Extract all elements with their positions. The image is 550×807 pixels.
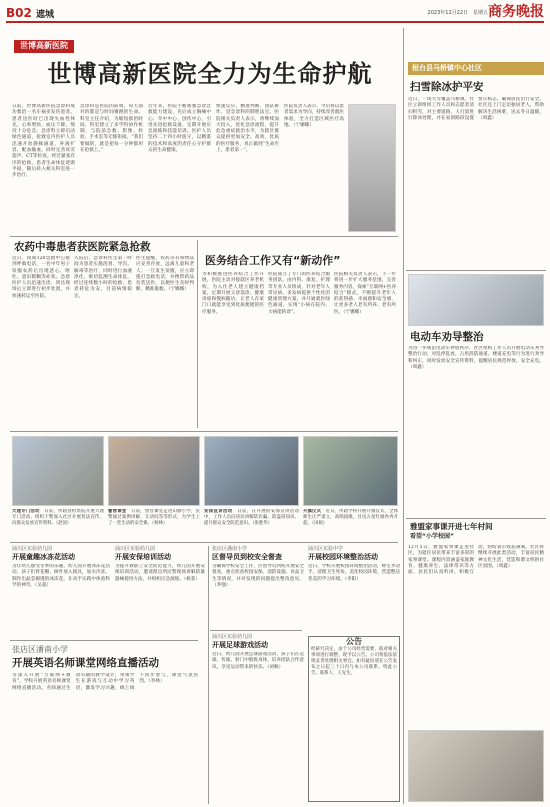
right-tag: 桓台县马桥镇中心社区 [408,62,544,75]
story3-col-3: 医院相关负责人表示，下一步将进一步扩大服务范围，完善服务内容，探索“互联网+医养结合”模式，不断提升老年人的获得感、幸福感和安全感，让更多老人老有所养、老有所医。（宁娜娜） [334,272,396,315]
brief-2: 涌川区实验幼儿园 开展安保培训活动 为提升教职工安全防范能力，幼儿园开展安保培训活动，邀请派出所民警现场讲解防暴器械使用方法，并组织应急演练。（杨菲） [115,546,205,582]
right-s3-text: 12月5日，雅盟家事课走进社区，为辖区居民带来丰富多彩的家事课堂。课程内容涵盖家庭教育、健康养生、法律常识等方面，居民们认真听讲、积极互动，纷纷表示收获满满。社区将继续开展此类活动，丰富居民精神文化生活，营造和谐文明的社区氛围。（周鑫） [408,545,544,576]
story2-col-2: 入院后，急诊科医生第一时间为患者实施洗胃、导泻、解毒等治疗，同时进行血液净化，密切监测生命体征。经过连续数小时的抢救，患者转危为安，目前病情稳定。 [74,256,132,299]
right-photo-1 [408,274,544,326]
notice-box: 公告 经研究决定，由于公司经营需要，拟对相关事项进行调整，现予以公告。公司将依法依规妥善处理相关事宜，如有疑问请在公告发布之日起三十日内与本公司联系。特此公告。联系人：王先生。 [308,636,400,802]
divider [406,270,546,271]
photo-4 [303,436,398,506]
divider [10,236,398,237]
divider [208,546,209,804]
lead-col-3: 近年来，医院不断加强急诊急救能力建设，先后成立胸痛中心、卒中中心、创伤中心，引进先进抢救设备，定期开展应急演练和技能培训。医护人员坚持二十四小时值守，以精湛的技术和高度的责任心守护群众的生命健康。 [148,104,211,154]
story2-col-1: 近日，夜间120急救中心接到呼救电话，一名中年男子误服农药后出现恶心、呕吐、意识模糊等症状。急诊医护人员迅速出诊，到达现场后立即进行初步处置，并快速转运至医院。 [12,256,70,299]
story3-col-1: 为积极推进医养结合工作开展，医院主动对接辖区养老机构，为入住老人建立健康档案，定期开展义诊巡诊、健康讲座和慢病随访，让老人在家门口就能享受到优质便捷的医疗服务。 [202,272,264,315]
caption-3: 安保宣讲活动 日前，在开展的安保宣讲活动中，工作人员向居民讲解防诈骗、防盗窃知识，提升群众安全防范意识。（张胜华） [204,509,299,526]
section-name: 遮城 [36,10,55,20]
page-header [6,3,544,23]
lead-col-5: 医院负责人表示，今后将以患者需求为导向，持续改善就医体验，全力打造区域医疗高地。（宁娜娜） [284,104,344,128]
lead-col-2: 急诊科是医院的前哨，每天面对的都是与时间赛跑的生命。科室主任介绍，为缩短救治时间，科室建立了多学科协作机制，与院前急救、影像、检验、手术室等无缝衔接。“我们要做的，就是把每一分钟都用在抢救上。” [80,104,143,154]
story3-col-2: 医院成立了专门的医养结合服务团队，由内科、康复、护理等专业人员组成，针对老年人常见病、多发病提供个性化的健康管理方案，并开通就医绿色通道，实现“小病在院内、大病能转诊”。 [268,272,330,315]
brief-4: 张店区潘南小学 区督导员到校安全督查 为确保学校安全工作，区督导员到校开展安全督查，重点检查校园安保、消防设施、食品卫生等情况，并对发现的问题提出整改意见。（李强） [212,546,304,589]
divider [406,518,546,519]
page-number: B02 遮城 [6,6,55,20]
right-s3-headline: 雅盟家事课开进七年村间 [410,522,493,531]
right-s2-headline: 电动车劝导整治 [410,331,484,343]
divider [197,240,198,428]
photo-2 [108,436,200,506]
right-photo-2 [408,730,544,802]
divider [10,431,398,432]
lead-col-4: 快速反应、精准判断、团队协作，是急诊科的制胜法宝。医院相关负责人表示，将继续加大投入，优化急诊流程，提升危急重症救治水平，为辖区群众提供更加安全、高效、优质的医疗服务，真正做到“生命至上，患者第一”。 [216,104,279,154]
photo-3 [204,436,299,506]
story2-col-3: 医生提醒，农药等有毒物品应妥善存放，远离儿童和老人；一旦发生误服，应立即拨打急救电话，并携带药品包装送医，以便医生及时判断、精准施救。（宁娜娜） [136,256,194,293]
right-s1-headline: 扫雪除冰护平安 [410,81,484,93]
brief-6: 涌川区实验中学 开展校园环境整治活动 近日，学校开展校园环境整治活动，师生齐动手，清理卫生死角，美化校园环境，营造整洁优美的学习环境。（李阳） [308,546,400,582]
lead-tag: 世博高新医院 [14,40,74,53]
story3-headline: 医务结合工作又有“新动作” [205,254,341,267]
divider [403,28,404,804]
lead-headline: 世博高新医院全力为生命护航 [47,60,373,88]
right-s2-text: 为进一步规范电动车停放秩序，社区组织工作人员开展电动车劝导整治行动，对乱停乱放、占用消防通道、楼道充电等行为进行劝导和纠正，同时发放安全宣传资料，提醒居民规范停放、安全充电。（周鑫） [408,346,544,370]
caption-1: 大理专门活动 日前，所辖县检察院开展大理专门活动，组织干警深入社区开展普法宣传，向群众发放宣传资料。（赵国） [12,509,104,526]
caption-4: 升旗仪式 近日，所辖学校开展升旗仪式，全体师生庄严肃立，高唱国歌，目送五星红旗冉冉升起。（田娟） [303,509,398,526]
divider [10,640,198,641]
divider [210,630,302,631]
newspaper-logo: 商务晚报 [488,4,544,20]
lead-col-1: 日前，世博高新医院急诊科成功救治一名车祸多发伤患者。患者送医时已出现失血性休克，心率增快、血压下降，情况十分危急。急诊科立即启动绿色通道，抢救室内医护人员迅速开放静脉通道、补液扩容、配血输血，同时完善床旁超声、CT等检查。经过紧张有序的抢救，患者生命体征逐渐平稳，随后转入相关科室进一步治疗。 [12,104,75,179]
right-s3-subhead: 看望“小学校园” [410,533,454,540]
caption-2: 警营课堂 日前，警营课堂走进山脉小学，民警通过案例讲解、互动问答等形式，为学生上了一堂生动的安全课。（杨林） [108,509,200,526]
divider [10,542,398,543]
right-s1-text: 近日，一场大雪覆盖马桥镇，社区立即组织工作人员和志愿者清扫积雪，对主要道路、人行道进行除冰处理，并在易滑路段设置警示标志，确保居民出行安全。社区还上门走访独居老人，帮助解决生活困难，送去冬日温暖。（周鑫） [408,97,544,121]
story2-headline: 农药中毒患者获医院紧急抢救 [14,241,151,253]
issue-date: 2023年12月22日 星期五 [427,10,488,16]
brief-1: 涌川区实验幼儿园 开展童趣冰冻花活动 为让幼儿感受冬季的乐趣，幼儿园开展冰冻花活动。孩子们将花瓣、树叶放入模具，加水冷冻，制作出晶莹剔透的冰冻花，在动手实践中体验科学的神奇。（吴超） [12,546,110,589]
brief-5: 涌川区实验幼儿园 开展足球游戏活动 近日，幼儿园开展足球游戏活动，孩子们在运球、传球、射门中锻炼身体，培养团队合作意识，享受运动带来的快乐。（刘畅） [212,634,304,670]
brief-3: 张店区潘南小学 开展英语名师课堂网络直播活动 为深入开展“互联网+教育”，学校开展英语名师课堂网络直播活动。名师通过生动有趣的教学设计，带领学生在游戏与互动中学习英语，激发学习兴趣，线上线下同步参与，课堂气氛热烈。（李林） [12,645,198,691]
lead-photo [348,104,396,232]
photo-1 [12,436,104,506]
